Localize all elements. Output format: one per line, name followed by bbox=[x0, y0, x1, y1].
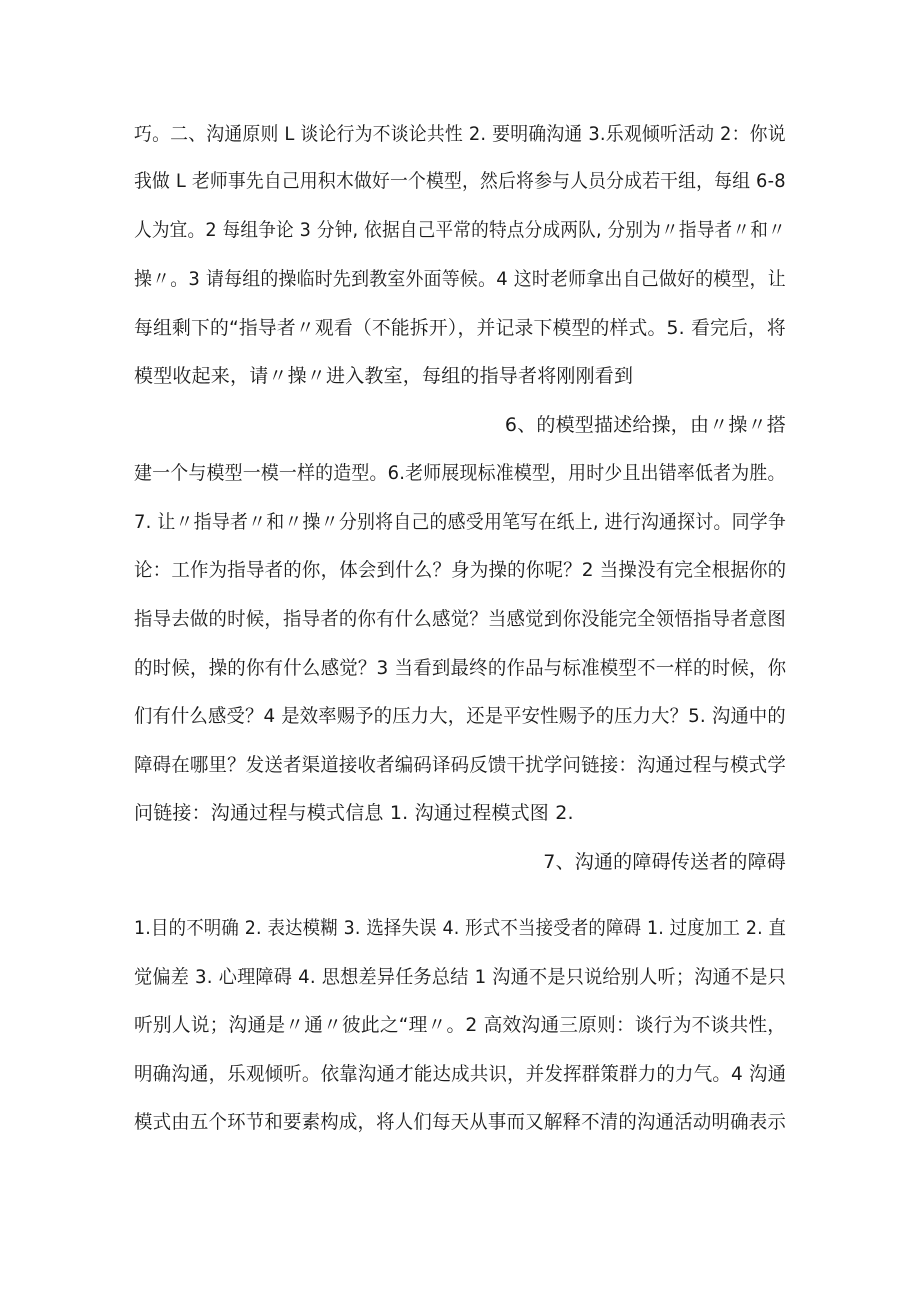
text-line: 操〃。3 请每组的操临时先到教室外面等候。4 这时老师拿出自己做好的模型，让 bbox=[134, 268, 786, 290]
text-line: 模型收起来，请〃操〃进入教室，每组的指导者将刚刚看到 bbox=[134, 365, 634, 387]
text-line: 论：工作为指导者的你，体会到什么？身为操的你呢？2 当操没有完全根据你的 bbox=[134, 559, 787, 581]
text-line: 问链接：沟通过程与模式信息 1. 沟通过程模式图 2. bbox=[134, 802, 574, 824]
text-line-right: 7、沟通的障碍传送者的障碍 bbox=[543, 851, 786, 873]
text-line: 们有什么感受？4 是效率赐予的压力大，还是平安性赐予的压力大？5. 沟通中的 bbox=[134, 705, 786, 727]
text-line: 我做 L 老师事先自己用积木做好一个模型，然后将参与人员分成若干组，每组 6-8 bbox=[134, 170, 786, 192]
text-line: 障碍在哪里？发送者渠道接收者编码译码反馈干扰学问链接：沟通过程与模式学 bbox=[134, 754, 786, 776]
text-line: 7. 让〃指导者〃和〃操〃分别将自己的感受用笔写在纸上, 进行沟通探讨。同学争 bbox=[134, 511, 787, 533]
text-line: 明确沟通，乐观倾听。依靠沟通才能达成共识，并发挥群策群力的力气。4 沟通 bbox=[134, 1063, 787, 1085]
text-line: 觉偏差 3. 心理障碍 4. 思想差异任务总结 1 沟通不是只说给别人听；沟通不是只 bbox=[134, 966, 786, 988]
text-line: 模式由五个环节和要素构成，将人们每天从事而又解释不清的沟通活动明确表示 bbox=[134, 1111, 786, 1133]
text-line: 人为宜。2 每组争论 3 分钟, 依据自己平常的特点分成两队, 分别为〃指导者〃和〃 bbox=[134, 219, 786, 241]
text-line: 1.目的不明确 2. 表达模糊 3. 选择失误 4. 形式不当接受者的障碍 1. 过度加工 2. 直 bbox=[134, 917, 787, 939]
text-line-right: 6、的模型描述给操，由〃操〃搭 bbox=[504, 414, 786, 436]
text-line: 巧。二、沟通原则 L 谈论行为不谈论共性 2. 要明确沟通 3.乐观倾听活动 2：你说 bbox=[134, 123, 786, 145]
text-line: 每组剩下的“指导者〃观看（不能拆开），并记录下模型的样式。5. 看完后，将 bbox=[134, 317, 786, 339]
text-line: 建一个与模型一模一样的造型。6.老师展现标准模型，用时少且出错率低者为胜。 bbox=[134, 462, 786, 484]
text-line: 的时候，操的你有什么感觉？3 当看到最终的作品与标准模型不一样的时候，你 bbox=[134, 657, 787, 679]
text-line: 指导去做的时候，指导者的你有什么感觉？当感觉到你没能完全领悟指导者意图 bbox=[134, 608, 786, 630]
text-line: 听别人说；沟通是〃通〃彼此之“理〃。2 高效沟通三原则：谈行为不谈共性， bbox=[134, 1014, 787, 1036]
